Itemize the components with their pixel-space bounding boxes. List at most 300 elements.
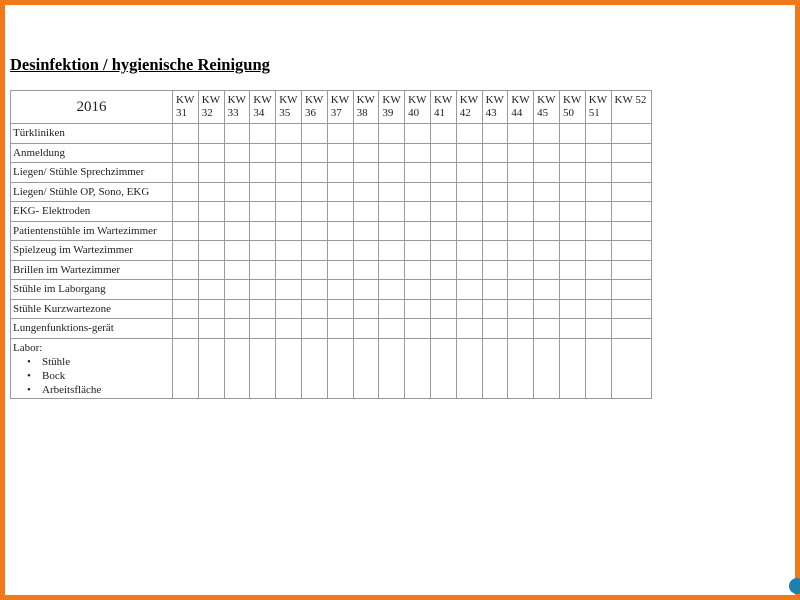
check-cell[interactable] [327,221,353,241]
table-row [11,202,652,222]
check-cell[interactable] [456,241,482,261]
task-label-cell [11,280,173,300]
check-cell[interactable] [456,338,482,398]
check-cell[interactable] [173,241,199,261]
check-cell[interactable] [276,163,302,183]
week-header [508,91,534,124]
week-prefix: KW [227,94,246,106]
week-number: 50 [562,107,574,119]
check-cell[interactable] [585,280,611,300]
check-cell[interactable] [508,319,534,339]
check-cell[interactable] [173,260,199,280]
check-cell[interactable] [224,124,250,144]
check-cell[interactable] [534,299,560,319]
check-cell[interactable] [534,338,560,398]
table-row [11,241,652,261]
check-cell[interactable] [327,319,353,339]
check-cell[interactable] [430,280,456,300]
check-cell[interactable] [173,319,199,339]
check-cell[interactable] [430,124,456,144]
check-cell[interactable] [353,280,379,300]
check-cell[interactable] [276,241,302,261]
check-cell[interactable] [198,143,224,163]
check-cell[interactable] [405,338,431,398]
check-cell[interactable] [301,260,327,280]
check-cell[interactable] [611,241,651,261]
check-cell[interactable] [301,202,327,222]
check-cell[interactable] [559,143,585,163]
check-cell[interactable] [482,280,508,300]
check-cell[interactable] [430,163,456,183]
week-number: 35 [279,107,291,119]
check-cell[interactable] [250,202,276,222]
check-cell[interactable] [430,202,456,222]
week-header [198,91,224,124]
week-number: 37 [330,107,342,119]
check-cell[interactable] [405,163,431,183]
check-cell[interactable] [224,280,250,300]
check-cell[interactable] [508,260,534,280]
check-cell[interactable] [379,260,405,280]
week-header [276,91,302,124]
week-header [534,91,560,124]
check-cell[interactable] [430,221,456,241]
check-cell[interactable] [611,143,651,163]
check-cell[interactable] [405,241,431,261]
check-cell[interactable] [224,338,250,398]
check-cell[interactable] [585,163,611,183]
check-cell[interactable] [611,319,651,339]
check-cell[interactable] [534,182,560,202]
week-header [250,91,276,124]
check-cell[interactable] [198,221,224,241]
check-cell[interactable] [456,319,482,339]
check-cell[interactable] [173,280,199,300]
check-cell[interactable] [508,241,534,261]
check-cell[interactable] [482,221,508,241]
check-cell[interactable] [327,182,353,202]
check-cell[interactable] [456,221,482,241]
check-cell[interactable] [250,124,276,144]
check-cell[interactable] [276,143,302,163]
check-cell[interactable] [482,202,508,222]
task-label-cell [11,241,173,261]
check-cell[interactable] [327,124,353,144]
check-cell[interactable] [276,299,302,319]
check-cell[interactable] [379,202,405,222]
check-cell[interactable] [198,338,224,398]
check-cell[interactable] [405,280,431,300]
scroll-indicator-icon[interactable] [789,578,800,594]
check-cell[interactable] [353,260,379,280]
check-cell[interactable] [276,260,302,280]
check-cell[interactable] [585,299,611,319]
check-cell[interactable] [276,202,302,222]
check-cell[interactable] [405,124,431,144]
check-cell[interactable] [250,280,276,300]
check-cell[interactable] [430,241,456,261]
check-cell[interactable] [611,260,651,280]
check-cell[interactable] [198,182,224,202]
task-label: Spielzeug im Wartezimmer [13,244,133,257]
check-cell[interactable] [224,163,250,183]
check-cell[interactable] [353,319,379,339]
check-cell[interactable] [482,319,508,339]
check-cell[interactable] [508,182,534,202]
check-cell[interactable] [301,143,327,163]
task-label: Anmeldung [13,146,65,159]
check-cell[interactable] [611,338,651,398]
task-label: Stühle im Laborgang [13,283,106,296]
task-label: EKG- Elektroden [13,205,91,218]
check-cell[interactable] [198,260,224,280]
check-cell[interactable] [276,319,302,339]
check-cell[interactable] [173,182,199,202]
table-row [11,338,652,398]
check-cell[interactable] [301,241,327,261]
week-number: 40 [408,107,420,119]
week-number: 41 [433,107,445,119]
check-cell[interactable] [585,182,611,202]
check-cell[interactable] [508,280,534,300]
check-cell[interactable] [224,299,250,319]
check-cell[interactable] [611,299,651,319]
week-prefix: KW [562,94,582,106]
check-cell[interactable] [456,124,482,144]
task-label-cell [11,338,173,398]
check-cell[interactable] [611,163,651,183]
check-cell[interactable] [173,299,199,319]
check-cell[interactable] [327,280,353,300]
check-cell[interactable] [534,124,560,144]
check-cell[interactable] [430,338,456,398]
check-cell[interactable] [224,260,250,280]
check-cell[interactable] [379,280,405,300]
check-cell[interactable] [585,260,611,280]
check-cell[interactable] [327,241,353,261]
check-cell[interactable] [250,163,276,183]
check-cell[interactable] [559,280,585,300]
check-cell[interactable] [327,143,353,163]
table-row [11,221,652,241]
check-cell[interactable] [405,299,431,319]
check-cell[interactable] [611,280,651,300]
check-cell[interactable] [456,143,482,163]
check-cell[interactable] [173,143,199,163]
week-header [379,91,405,124]
week-prefix: KW [485,94,504,106]
check-cell[interactable] [611,182,651,202]
check-cell[interactable] [353,338,379,398]
task-label-cell [11,202,173,222]
check-cell[interactable] [430,182,456,202]
check-cell[interactable] [456,299,482,319]
check-cell[interactable] [379,163,405,183]
check-cell[interactable] [327,260,353,280]
week-number: 34 [253,107,265,119]
week-number: 33 [227,107,239,119]
task-label: Liegen/ Stühle OP, Sono, EKG [13,185,150,198]
page-title: Desinfektion / hygienische Reinigung [10,55,270,74]
week-number: 51 [588,107,600,119]
week-prefix: KW [330,94,350,106]
check-cell[interactable] [224,182,250,202]
check-cell[interactable] [534,241,560,261]
check-cell[interactable] [198,124,224,144]
check-cell[interactable] [301,182,327,202]
check-cell[interactable] [173,338,199,398]
check-cell[interactable] [224,221,250,241]
check-cell[interactable] [585,241,611,261]
week-header [405,91,431,124]
week-prefix: KW [382,94,401,106]
week-header [456,91,482,124]
check-cell[interactable] [482,299,508,319]
check-cell[interactable] [250,182,276,202]
check-cell[interactable] [405,182,431,202]
check-cell[interactable] [198,299,224,319]
check-cell[interactable] [534,260,560,280]
week-prefix: KW [356,94,375,106]
check-cell[interactable] [379,338,405,398]
check-cell[interactable] [482,338,508,398]
week-header [173,91,199,124]
check-cell[interactable] [585,338,611,398]
check-cell[interactable] [456,280,482,300]
check-cell[interactable] [301,319,327,339]
check-cell[interactable] [508,124,534,144]
week-prefix: KW [253,94,272,106]
check-cell[interactable] [173,124,199,144]
check-cell[interactable] [405,319,431,339]
check-cell[interactable] [482,124,508,144]
check-cell[interactable] [198,202,224,222]
task-label: Brillen im Wartezimmer [13,263,121,276]
table-row [11,163,652,183]
check-cell[interactable] [353,202,379,222]
check-cell[interactable] [379,143,405,163]
check-cell[interactable] [430,319,456,339]
check-cell[interactable] [405,260,431,280]
table-row [11,143,652,163]
check-cell[interactable] [224,202,250,222]
check-cell[interactable] [456,163,482,183]
check-cell[interactable] [430,299,456,319]
check-cell[interactable] [173,163,199,183]
week-number: 42 [459,107,471,119]
check-cell[interactable] [405,221,431,241]
check-cell[interactable] [559,299,585,319]
check-cell[interactable] [559,163,585,183]
check-cell[interactable] [379,299,405,319]
week-prefix: KW [176,94,195,106]
check-cell[interactable] [559,241,585,261]
check-cell[interactable] [611,124,651,144]
week-header [301,91,327,124]
check-cell[interactable] [559,202,585,222]
check-cell[interactable] [276,338,302,398]
check-cell[interactable] [559,319,585,339]
check-cell[interactable] [250,319,276,339]
table-row [11,319,652,339]
check-cell[interactable] [559,260,585,280]
check-cell[interactable] [405,202,431,222]
check-cell[interactable] [301,280,327,300]
table-row [11,299,652,319]
week-prefix: KW [279,94,298,106]
week-header [353,91,379,124]
check-cell[interactable] [456,260,482,280]
check-cell[interactable] [353,221,379,241]
check-cell[interactable] [508,299,534,319]
check-cell[interactable] [379,221,405,241]
check-cell[interactable] [585,221,611,241]
check-cell[interactable] [585,143,611,163]
week-prefix: KW [537,94,556,106]
task-label-cell [11,260,173,280]
check-cell[interactable] [379,241,405,261]
table-row [11,182,652,202]
check-cell[interactable] [301,221,327,241]
check-cell[interactable] [276,221,302,241]
check-cell[interactable] [276,124,302,144]
check-cell[interactable] [198,319,224,339]
check-cell[interactable] [508,143,534,163]
check-cell[interactable] [224,241,250,261]
week-number: 45 [537,107,549,119]
task-label-cell [11,319,173,339]
week-prefix: KW [433,94,453,106]
check-cell[interactable] [353,143,379,163]
week-number: 44 [511,107,523,119]
check-cell[interactable] [353,241,379,261]
task-label-cell [11,163,173,183]
check-cell[interactable] [353,124,379,144]
check-cell[interactable] [430,143,456,163]
week-header [611,91,651,124]
check-cell[interactable] [250,260,276,280]
week-header [224,91,250,124]
task-subitem: • Stühle [27,355,172,369]
check-cell[interactable] [559,124,585,144]
check-cell[interactable] [482,163,508,183]
check-cell[interactable] [534,319,560,339]
check-cell[interactable] [508,221,534,241]
check-cell[interactable] [198,241,224,261]
check-cell[interactable] [379,124,405,144]
check-cell[interactable] [482,260,508,280]
check-cell[interactable] [353,299,379,319]
week-header [559,91,585,124]
week-prefix: KW [201,94,221,106]
task-label-cell [11,299,173,319]
week-prefix: KW [408,94,427,106]
check-cell[interactable] [250,299,276,319]
task-label-cell [11,182,173,202]
check-cell[interactable] [198,280,224,300]
check-cell[interactable] [276,280,302,300]
check-cell[interactable] [456,182,482,202]
week-header [327,91,353,124]
check-cell[interactable] [198,163,224,183]
check-cell[interactable] [534,221,560,241]
check-cell[interactable] [585,124,611,144]
check-cell[interactable] [301,124,327,144]
check-cell[interactable] [456,202,482,222]
check-cell[interactable] [327,202,353,222]
check-cell[interactable] [250,221,276,241]
task-label-cell [11,143,173,163]
check-cell[interactable] [508,202,534,222]
check-cell[interactable] [353,182,379,202]
task-label: Türkliniken [13,127,65,140]
check-cell[interactable] [559,338,585,398]
check-cell[interactable] [611,202,651,222]
check-cell[interactable] [173,221,199,241]
check-cell[interactable] [482,143,508,163]
task-label: Stühle Kurzwartezone [13,302,112,315]
hygiene-schedule-table [10,90,652,399]
check-cell[interactable] [379,182,405,202]
check-cell[interactable] [585,202,611,222]
check-cell[interactable] [534,143,560,163]
check-cell[interactable] [224,143,250,163]
check-cell[interactable] [301,299,327,319]
check-cell[interactable] [301,163,327,183]
check-cell[interactable] [430,260,456,280]
check-cell[interactable] [508,163,534,183]
check-cell[interactable] [327,338,353,398]
check-cell[interactable] [250,338,276,398]
week-header [585,91,611,124]
task-label-cell [11,221,173,241]
check-cell[interactable] [534,202,560,222]
year-header: 2016 [11,91,173,124]
week-prefix: KW [459,94,479,106]
check-cell[interactable] [353,163,379,183]
check-cell[interactable] [224,319,250,339]
check-cell[interactable] [379,319,405,339]
check-cell[interactable] [534,163,560,183]
check-cell[interactable] [276,182,302,202]
check-cell[interactable] [534,280,560,300]
check-cell[interactable] [508,338,534,398]
check-cell[interactable] [559,221,585,241]
check-cell[interactable] [250,241,276,261]
check-cell[interactable] [405,143,431,163]
check-cell[interactable] [611,221,651,241]
check-cell[interactable] [327,163,353,183]
week-header [430,91,456,124]
week-number: 36 [304,107,316,119]
check-cell[interactable] [585,319,611,339]
check-cell[interactable] [301,338,327,398]
week-number: 39 [382,107,394,119]
check-cell[interactable] [482,182,508,202]
check-cell[interactable] [250,143,276,163]
check-cell[interactable] [482,241,508,261]
task-label: Labor: [13,341,43,354]
week-prefix: KW [588,94,608,106]
table-row [11,280,652,300]
week-number: 31 [176,107,187,119]
task-subitem: • Arbeitsfläche [27,383,172,397]
check-cell[interactable] [173,202,199,222]
week-header [482,91,508,124]
check-cell[interactable] [327,299,353,319]
task-label: Patientenstühle im Wartezimmer [13,224,157,237]
check-cell[interactable] [559,182,585,202]
